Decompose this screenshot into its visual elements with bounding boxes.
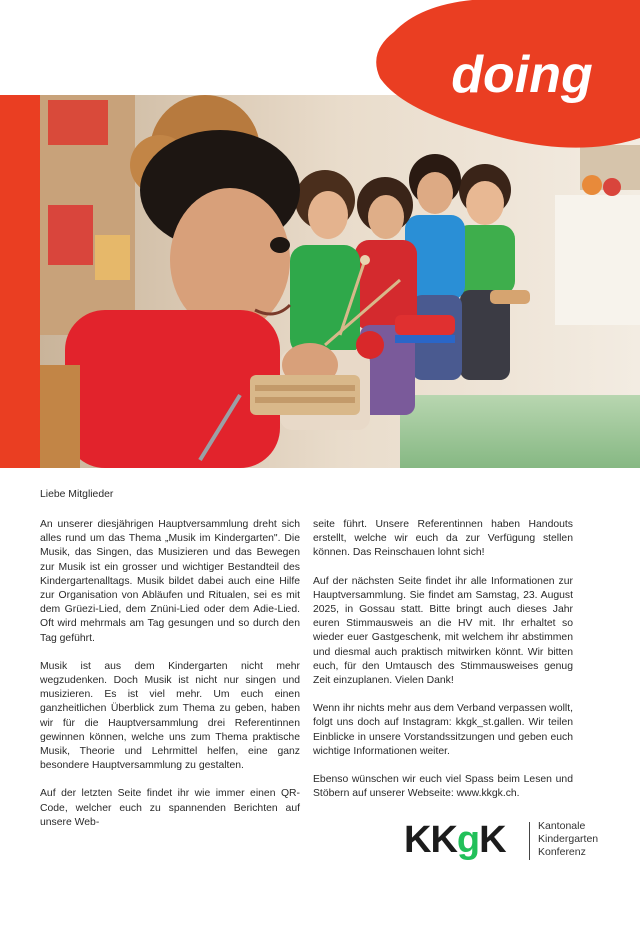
logo-text: Kantonale Kindergarten Konferenz [538,820,599,858]
paragraph: An unserer diesjährigen Hauptversammlung dreht sich alles rund um das Thema „Musik im Kindergarten". Die Musik, das Singen, das Musizieren und das Bewegen zur Musik ist ein grosser und wichtiger Bestandteil des Kindergartenalltags. Musik bildet dabei auch eine Hilfe zur Organisation von Abläufen und Ritualen, sei es mit dem Grüezi-Lied, dem Znüni-Lied oder dem Adie-Lied. Oft wird mehrmals am Tag gesungen und so durch den Tag geführt. [40,519,300,644]
brand-word: doing [451,46,593,104]
header-photo [40,95,640,468]
paragraph: Auf der letzten Seite findet ihr wie immer einen QR-Code, welcher euch zu spannenden Berichten auf unsere Web- [40,788,300,828]
brand-badge [372,0,640,150]
paragraph: Wenn ihr nichts mehr aus dem Verband verpassen wollt, folgt uns doch auf Instagram: kkgk_st.gallen. Wir teilen Einblicke in unsere Vorstandssitzungen und geben euch wichtige Informationen weiter. [313,703,573,757]
paragraph: Auf der nächsten Seite findet ihr alle Informationen zur Hauptversammlung. Sie findet am Samstag, 23. August 2025, in Gossau statt. Bitte bringt auch dieses Jahr euren Stimmausweis an die HV mit. Ihr erhaltet so wieder euer Gastgeschenk, mit welchem ihr abstimmen und diesmal auch praktisch mitwirken könnt. Wir bitten euch, für den Umtausch des Stimmausweises genug Zeit einzuplanen. Vielen Dank! [313,575,573,687]
salutation: Liebe Mitglieder [40,489,114,500]
paragraph: seite führt. Unsere Referentinnen haben Handouts erstellt, welche wir euch da zur Verfügung stellen können. Das Reinschauen lohnt sich! [313,519,573,559]
accent-bar [0,95,40,468]
photo-children-playing-instruments-icon [40,95,640,468]
left-column [40,518,300,844]
kkgk-logo [404,818,614,868]
right-column [313,518,573,815]
logo-divider [529,822,530,860]
paragraph: Musik ist aus dem Kindergarten nicht mehr wegzudenken. Doch Musik ist nicht nur singen und musizieren. Es ist viel mehr. Um euch einen ganzheitlichen Überblick zum Thema zu geben, haben wir für die Hauptversammlung drei Referentinnen gewinnen können, welche uns zum Thema praktische Musik, Theorie und Lehrmittel helfen, eine ganz besondere Hauptversammlung zu gestalten. [40,660,300,772]
logo-mark: KKgK [404,819,506,861]
paragraph: Ebenso wünschen wir euch viel Spass beim Lesen und Stöbern auf unserer Webseite: www.kkgk.ch. [313,774,573,800]
